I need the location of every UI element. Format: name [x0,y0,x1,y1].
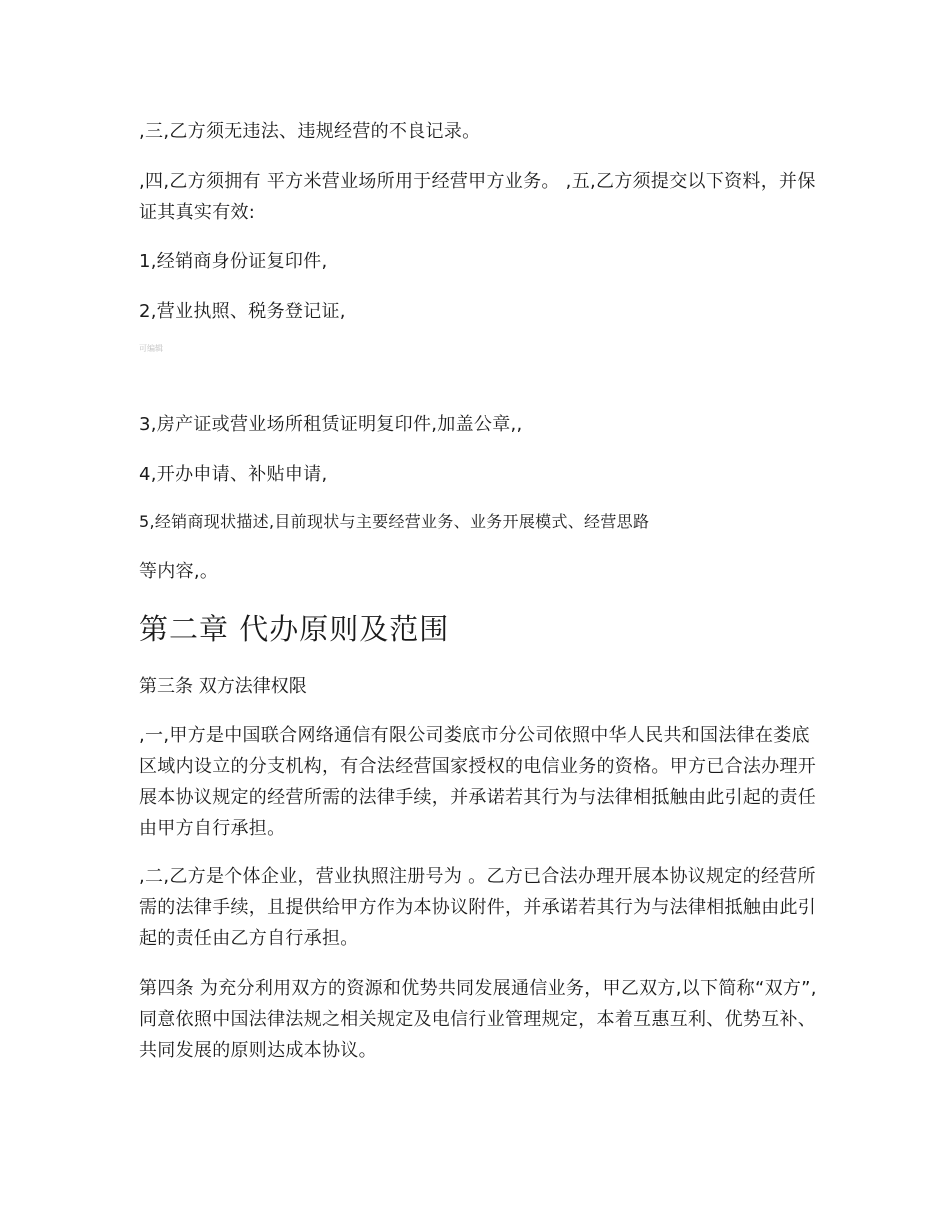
article-3-paragraph-1: ,一,甲方是中国联合网络通信有限公司娄底市分公司依照中华人民共和国法律在娄底区域内设立的分支机构，有合法经营国家授权的电信业务的资格。甲方已合法办理开展本协议规定的经营所需的法律手续，并承诺若其行为与法律相抵触由此引起的责任由甲方自行承担。 [139,725,817,839]
list-item-5-continued: 等内容,。 [139,561,219,582]
chapter-heading: 第二章 代办原则及范围 [139,612,450,646]
watermark-text: 可编辑 [139,344,163,353]
list-item-2: 2,营业执照、税务登记证, [139,301,346,322]
paragraph-4-5: ,四,乙方须拥有 平方米营业场所用于经营甲方业务。 ,五,乙方须提交以下资料，并保证其真实有效: [139,171,816,223]
list-item-5: 5,经销商现状描述,目前现状与主要经营业务、业务开展模式、经营思路 [139,512,650,531]
article-4-paragraph: 第四条 为充分利用双方的资源和优势共同发展通信业务，甲乙双方,以下简称“双方”,同意依照中国法律法规之相关规定及电信行业管理规定，本着互惠互利、优势互补、共同发展的原则达成本协议。 [139,978,817,1061]
article-3-title: 第三条 双方法律权限 [139,676,307,697]
list-item-4: 4,开办申请、补贴申请, [139,464,328,485]
list-item-1: 1,经销商身份证复印件, [139,251,328,272]
list-item-3: 3,房产证或营业场所租赁证明复印件,加盖公章,, [139,414,523,435]
paragraph-3: ,三,乙方须无违法、违规经营的不良记录。 [139,121,481,142]
article-3-paragraph-2: ,二,乙方是个体企业，营业执照注册号为 。乙方已合法办理开展本协议规定的经营所需的法律手续，且提供给甲方作为本协议附件，并承诺若其行为与法律相抵触由此引起的责任由乙方自行承担。 [139,866,817,949]
